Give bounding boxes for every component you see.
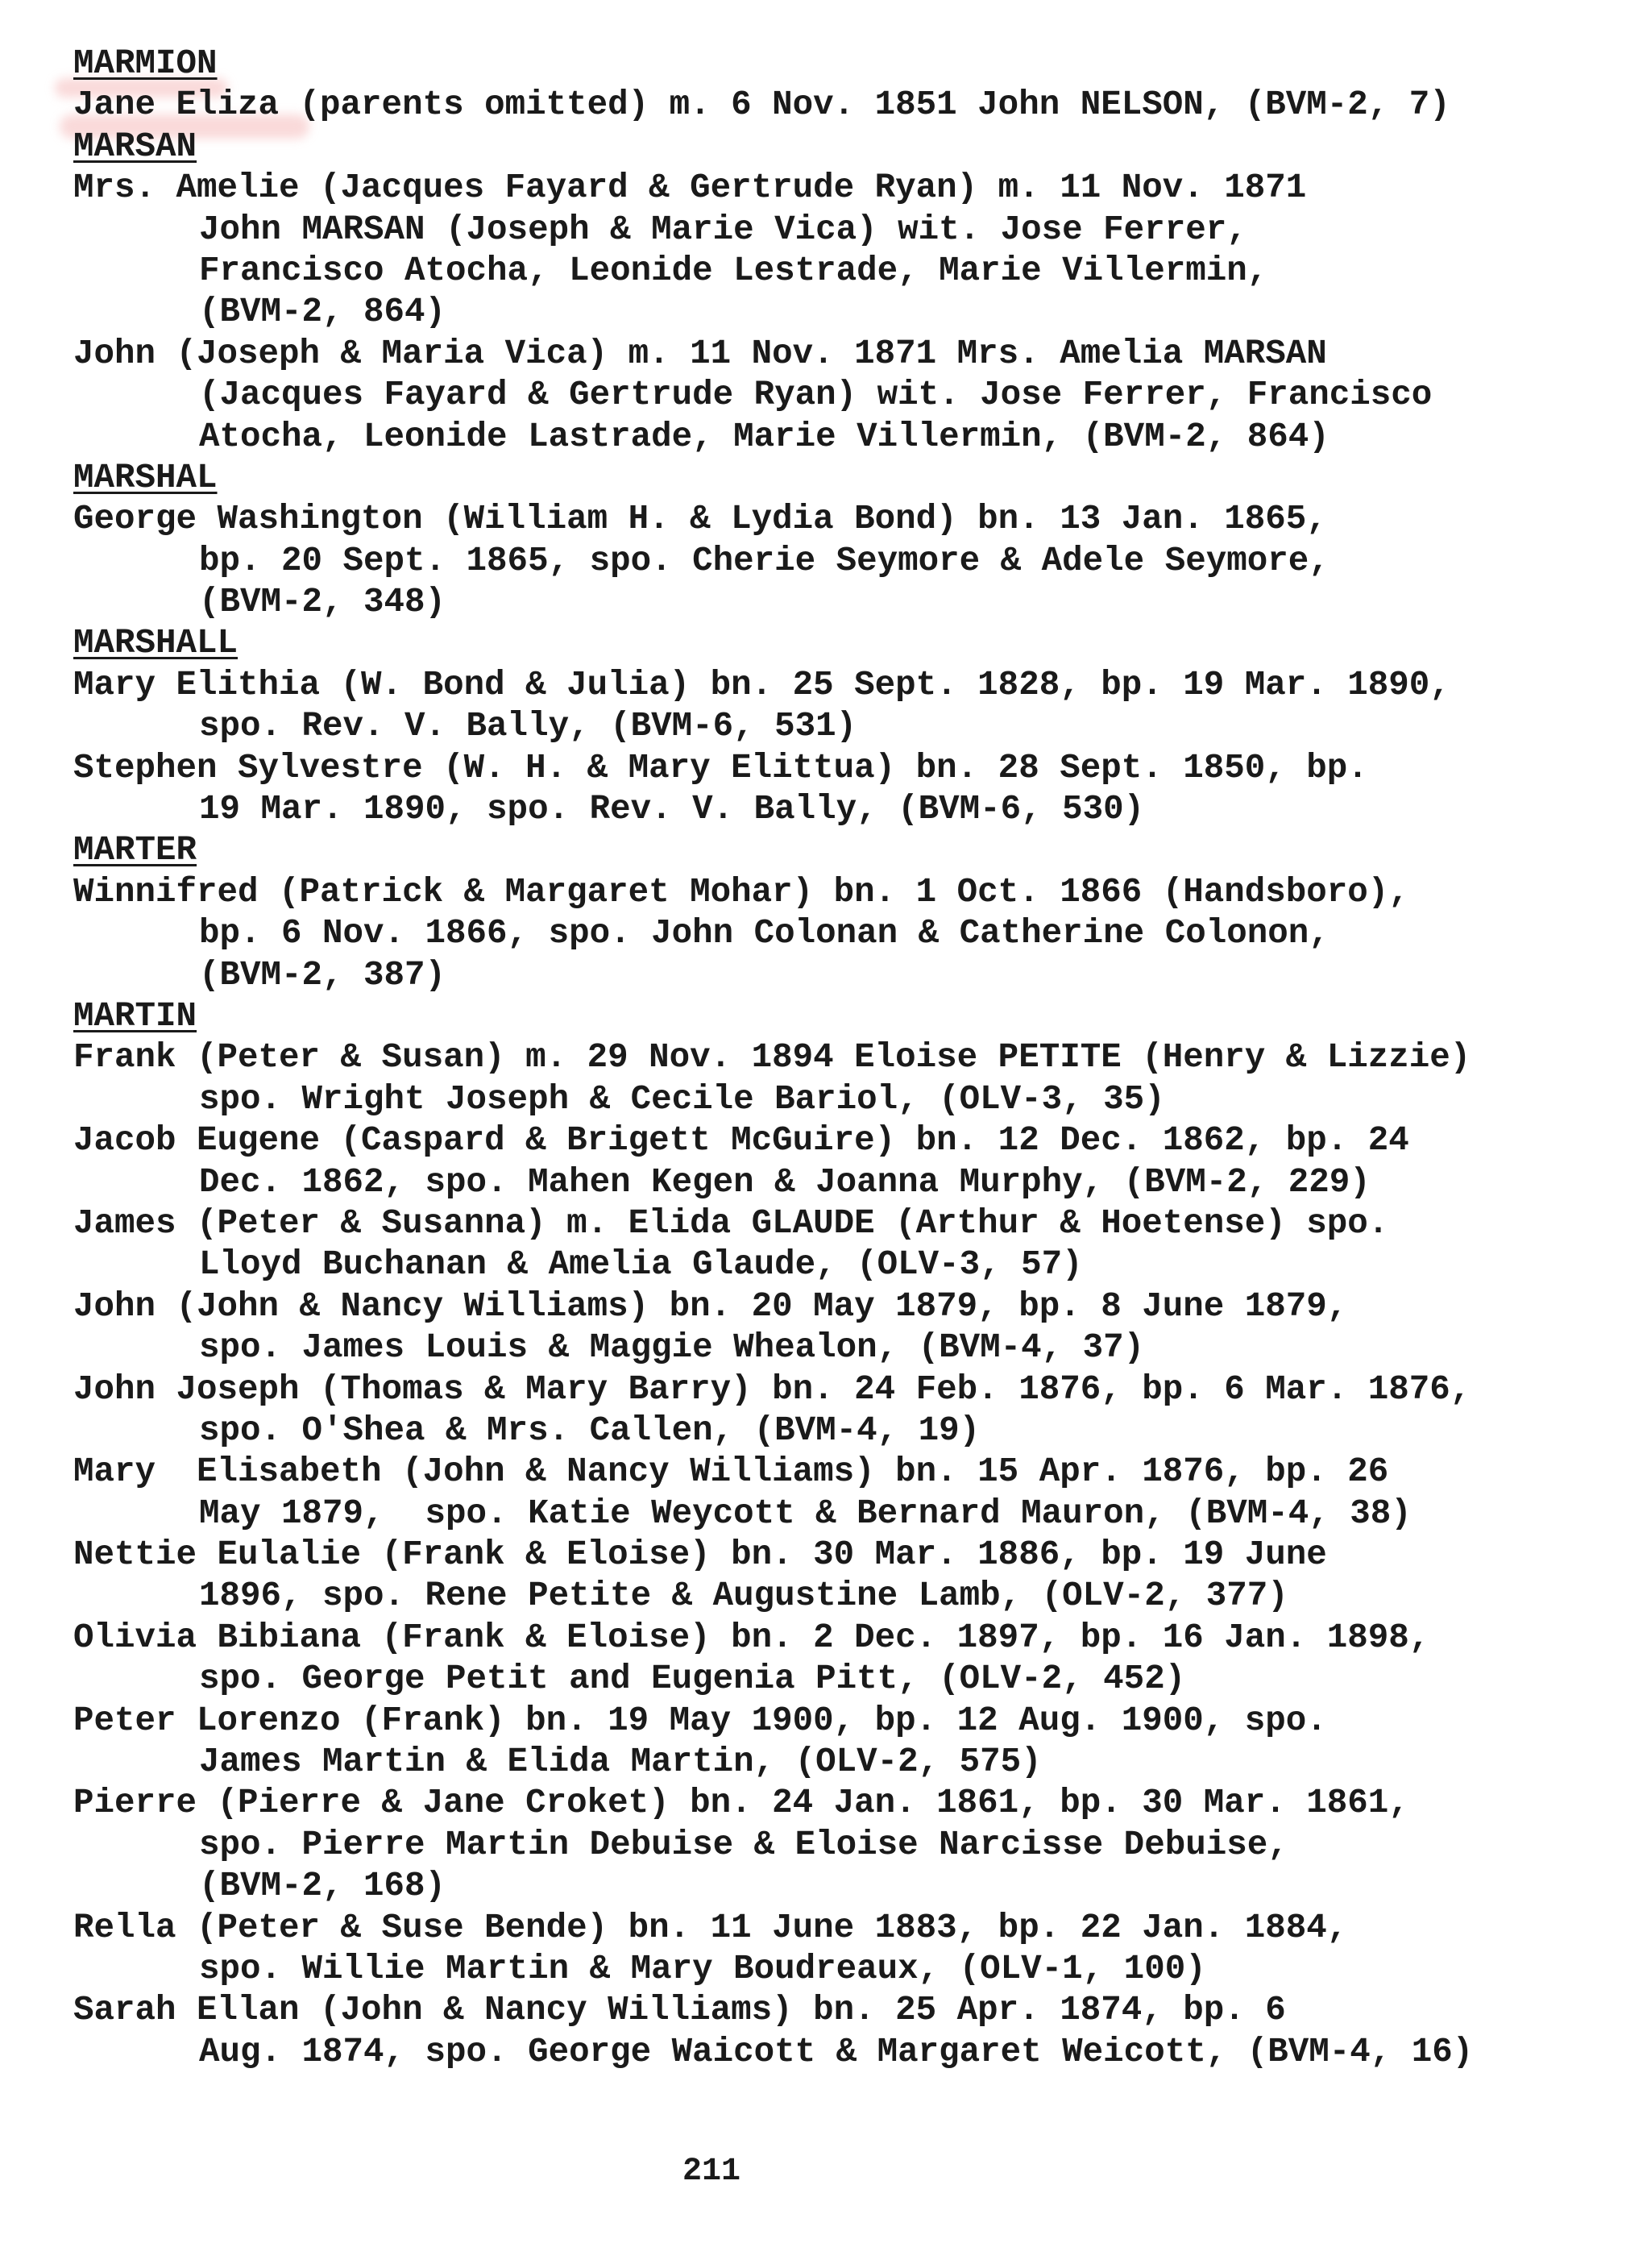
record-entry-line: John (Joseph & Maria Vica) m. 11 Nov. 1871 Mrs. Amelia MARSAN bbox=[73, 334, 1327, 373]
surname-heading bbox=[73, 623, 1604, 664]
record-continuation-line: spo. George Petit and Eugenia Pitt, (OLV-2, 452) bbox=[199, 1659, 1186, 1699]
record-continuation-line: spo. Pierre Martin Debuise & Eloise Narcisse Debuise, bbox=[199, 1825, 1288, 1864]
record-continuation-line: Dec. 1862, spo. Mahen Kegen & Joanna Murphy, (BVM-2, 229) bbox=[199, 1162, 1371, 1202]
record-entry-line: Peter Lorenzo (Frank) bn. 19 May 1900, bp. 12 Aug. 1900, spo. bbox=[73, 1701, 1327, 1740]
surname-heading-text: MARMION bbox=[73, 44, 218, 83]
record-entry-line: Mrs. Amelie (Jacques Fayard & Gertrude Ryan) m. 11 Nov. 1871 bbox=[73, 168, 1307, 208]
record-continuation-line: Aug. 1874, spo. George Waicott & Margaret Weicott, (BVM-4, 16) bbox=[199, 2032, 1474, 2071]
record-continuation-line: spo. Wright Joseph & Cecile Bariol, (OLV-3, 35) bbox=[199, 1079, 1165, 1119]
surname-heading-text: MARSAN bbox=[73, 127, 197, 166]
surname-heading bbox=[73, 127, 1604, 168]
record-entry-line: John (John & Nancy Williams) bn. 20 May 1879, bp. 8 June 1879, bbox=[73, 1286, 1348, 1326]
surname-heading bbox=[73, 44, 1604, 85]
record-continuation-line: bp. 20 Sept. 1865, spo. Cherie Seymore & Adele Seymore, bbox=[199, 541, 1330, 580]
record-continuation-line: bp. 6 Nov. 1866, spo. John Colonan & Catherine Colonon, bbox=[199, 914, 1330, 953]
record-entry-line: Olivia Bibiana (Frank & Eloise) bn. 2 Dec. 1897, bp. 16 Jan. 1898, bbox=[73, 1618, 1430, 1657]
record-entry-line: Nettie Eulalie (Frank & Eloise) bn. 30 Mar. 1886, bp. 19 June bbox=[73, 1535, 1327, 1575]
record-entry-line: Pierre (Pierre & Jane Croket) bn. 24 Jan. 1861, bp. 30 Mar. 1861, bbox=[73, 1784, 1409, 1823]
record-continuation-line: spo. Rev. V. Bally, (BVM-6, 531) bbox=[199, 707, 857, 746]
record-continuation-line: May 1879, spo. Katie Weycott & Bernard Mauron, (BVM-4, 38) bbox=[199, 1493, 1412, 1533]
record-continuation-line: (Jacques Fayard & Gertrude Ryan) wit. Jose Ferrer, Francisco bbox=[199, 376, 1433, 415]
record-continuation-line: 19 Mar. 1890, spo. Rev. V. Bally, (BVM-6, 530) bbox=[199, 790, 1145, 829]
record-continuation-line: (BVM-2, 864) bbox=[199, 293, 446, 332]
record-entry-line: Stephen Sylvestre (W. H. & Mary Elittua) bn. 28 Sept. 1850, bp. bbox=[73, 748, 1368, 787]
record-continuation-line: (BVM-2, 168) bbox=[199, 1867, 446, 1906]
surname-heading bbox=[73, 830, 1604, 871]
record-continuation-line: spo. O'Shea & Mrs. Callen, (BVM-4, 19) bbox=[199, 1410, 981, 1450]
surname-heading-text: MARTIN bbox=[73, 996, 197, 1036]
record-entry-line: Mary Elisabeth (John & Nancy Williams) bn. 15 Apr. 1876, bp. 26 bbox=[73, 1452, 1389, 1492]
record-entry-line: Frank (Peter & Susan) m. 29 Nov. 1894 Eloise PETITE (Henry & Lizzie) bbox=[73, 1038, 1471, 1078]
record-entry-line: John Joseph (Thomas & Mary Barry) bn. 24 Feb. 1876, bp. 6 Mar. 1876, bbox=[73, 1369, 1471, 1409]
record-entry-line: Rella (Peter & Suse Bende) bn. 11 June 1883, bp. 22 Jan. 1884, bbox=[73, 1908, 1348, 1947]
record-continuation-line: Francisco Atocha, Leonide Lestrade, Marie Villermin, bbox=[199, 251, 1268, 290]
surname-heading bbox=[73, 458, 1604, 499]
record-continuation-line: James Martin & Elida Martin, (OLV-2, 575) bbox=[199, 1743, 1042, 1782]
record-entry-line: George Washington (William H. & Lydia Bond) bn. 13 Jan. 1865, bbox=[73, 500, 1327, 539]
record-continuation-line: Atocha, Leonide Lastrade, Marie Villermin, (BVM-2, 864) bbox=[199, 417, 1330, 456]
record-continuation-line: (BVM-2, 348) bbox=[199, 583, 446, 622]
record-entry-line: Jacob Eugene (Caspard & Brigett McGuire) bn. 12 Dec. 1862, bp. 24 bbox=[73, 1121, 1409, 1161]
record-entry-line: Winnifred (Patrick & Margaret Mohar) bn. 1 Oct. 1866 (Handsboro), bbox=[73, 872, 1409, 912]
register-text bbox=[73, 44, 1604, 2073]
record-entry-line: Mary Elithia (W. Bond & Julia) bn. 25 Sept. 1828, bp. 19 Mar. 1890, bbox=[73, 665, 1450, 704]
record-continuation-line: 1896, spo. Rene Petite & Augustine Lamb, (OLV-2, 377) bbox=[199, 1576, 1288, 1616]
record-continuation-line: spo. James Louis & Maggie Whealon, (BVM-4, 37) bbox=[199, 1328, 1145, 1368]
surname-heading bbox=[73, 996, 1604, 1037]
record-continuation-line: John MARSAN (Joseph & Marie Vica) wit. Jose Ferrer, bbox=[199, 210, 1247, 249]
surname-heading-text: MARSHAL bbox=[73, 458, 218, 497]
record-continuation-line: Lloyd Buchanan & Amelia Glaude, (OLV-3, 57) bbox=[199, 1245, 1083, 1285]
record-continuation-line: (BVM-2, 387) bbox=[199, 955, 446, 995]
surname-heading-text: MARTER bbox=[73, 831, 197, 870]
record-entry-line: Sarah Ellan (John & Nancy Williams) bn. 25 Apr. 1874, bp. 6 bbox=[73, 1991, 1286, 2030]
page-number: 211 bbox=[682, 2154, 741, 2190]
record-continuation-line: spo. Willie Martin & Mary Boudreaux, (OLV-1, 100) bbox=[199, 1949, 1206, 1988]
record-entry-line: Jane Eliza (parents omitted) m. 6 Nov. 1851 John NELSON, (BVM-2, 7) bbox=[73, 85, 1450, 125]
record-entry-line: James (Peter & Susanna) m. Elida GLAUDE (Arthur & Hoetense) spo. bbox=[73, 1203, 1389, 1243]
surname-heading-text: MARSHALL bbox=[73, 624, 239, 663]
